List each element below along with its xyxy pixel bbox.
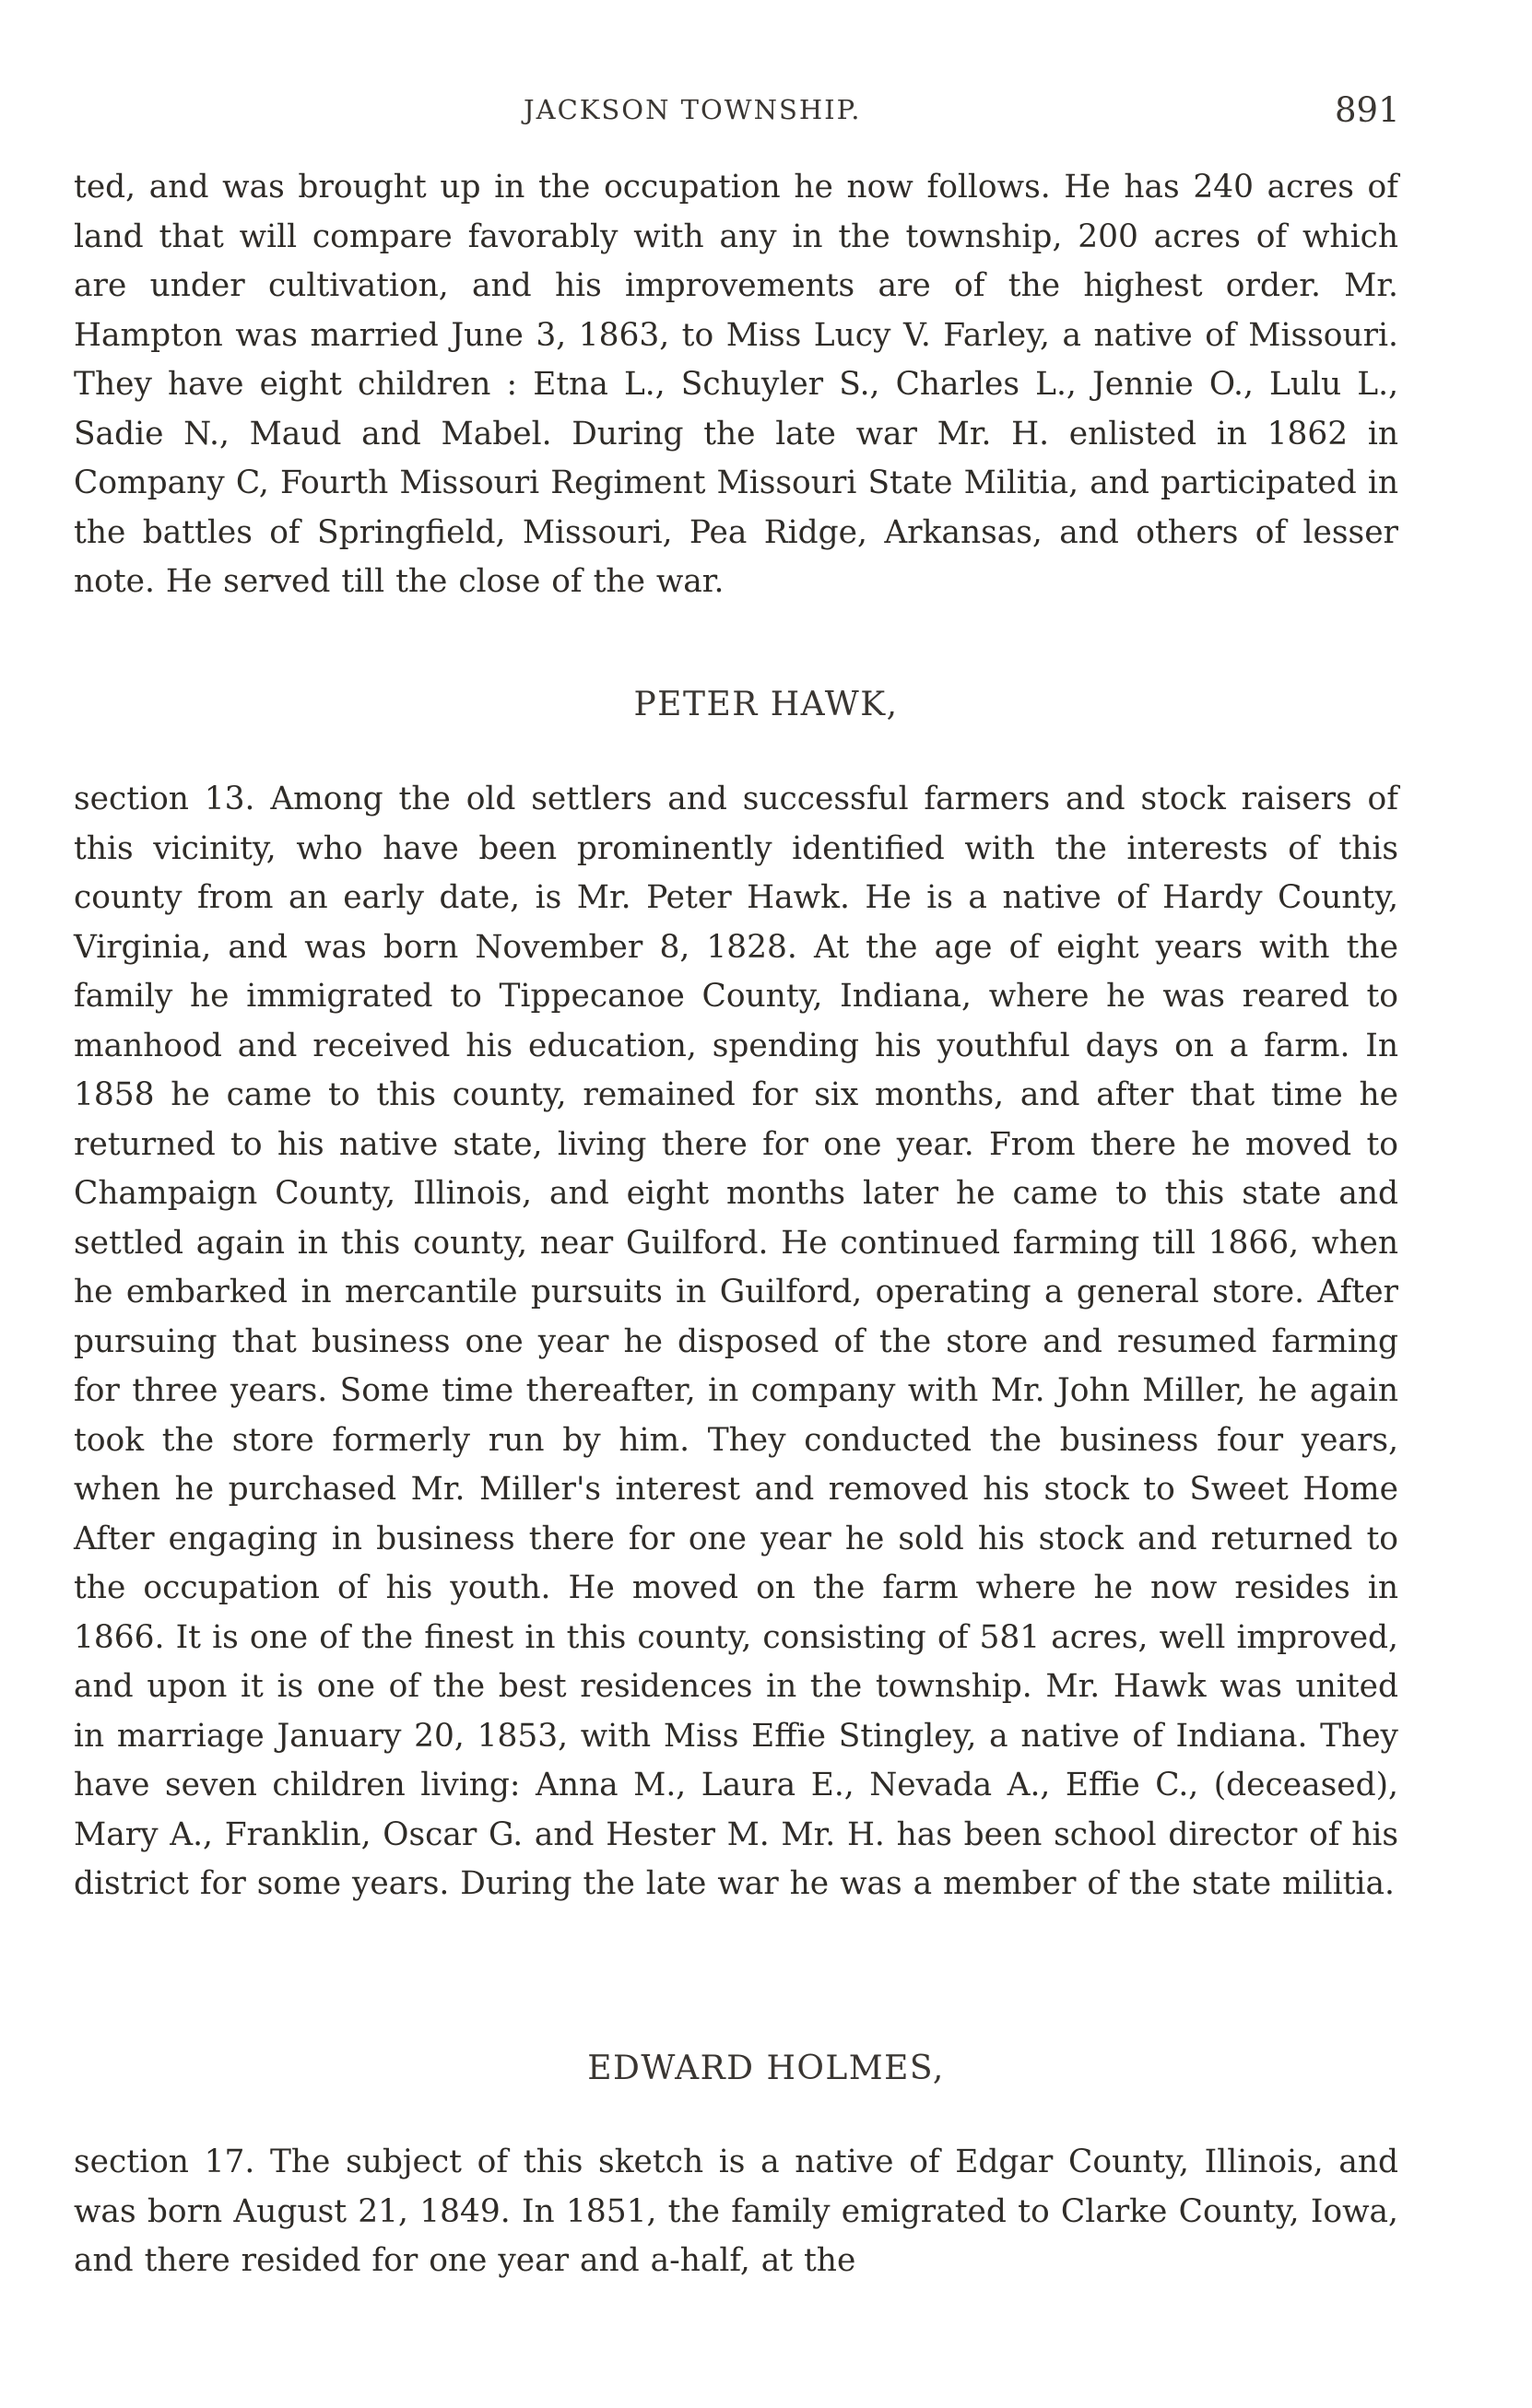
paragraph-edward-holmes: section 17. The subject of this sketch is a native of Edgar County, Illinois, and was born August 21, 1849. In 1851, the family emigrated to Clarke County, Iowa, and there resided for one year and a-half, at the xyxy=(74,2144,1398,2279)
running-head xyxy=(0,90,1532,136)
running-head-title: JACKSON TOWNSHIP. xyxy=(524,94,862,125)
hampton-biography-continued xyxy=(74,163,1398,607)
peter-hawk-biography xyxy=(74,775,1398,1909)
edward-holmes-biography xyxy=(74,2138,1398,2286)
section-heading-peter-hawk: PETER HAWK, xyxy=(633,686,899,723)
section-heading-edward-holmes: EDWARD HOLMES, xyxy=(587,2050,945,2087)
paragraph-peter-hawk: section 13. Among the old settlers and successful farmers and stock raisers of this vicinity, who have been prominently identified with the interests of this county from an early date, is Mr. Peter Hawk. He is a native of Hardy County, Virginia, and was born November 8, 1828. At the age of eight years with the family he immigrated to Tippecanoe County, Indiana, where he was reared to manhood and received his education, spending his youthful days on a farm. In 1858 he came to this county, remained for six months, and after that time he returned to his native state, living there for one year. From there he moved to Champaign County, Illinois, and eight months later he came to this state and settled again in this county, near Guilford. He continued farming till 1866, when he embarked in mercantile pursuits in Guilford, operating a general store. After pursuing that business one year he disposed of the store and resumed farming for three years. Some time thereafter, in company with Mr. John Miller, he again took the store formerly run by him. They conducted the business four years, when he purchased Mr. Miller's interest and removed his stock to Sweet Home After engaging in business there for one year he sold his stock and returned to the occupation of his youth. He moved on the farm where he now resides in 1866. It is one of the finest in this county, consisting of 581 acres, well improved, and upon it is one of the best residences in the township. Mr. Hawk was united in marriage January 20, 1853, with Miss Effie Stingley, a native of Indiana. They have seven children living: Anna M., Laura E., Nevada A., Effie C., (deceased), Mary A., Franklin, Oscar G. and Hester M. Mr. H. has been school director of his district for some years. During the late war he was a member of the state militia. xyxy=(74,781,1398,1902)
page-number: 891 xyxy=(1335,90,1400,130)
paragraph-hampton: ted, and was brought up in the occupation he now follows. He has 240 acres of land that will compare favorably with any in the township, 200 acres of which are under cultivation, and his improvements are of the highest order. Mr. Hampton was married June 3, 1863, to Miss Lucy V. Farley, a native of Missouri. They have eight children : Etna L., Schuyler S., Charles L., Jennie O., Lulu L., Sadie N., Maud and Mabel. During the late war Mr. H. enlisted in 1862 in Company C, Fourth Missouri Regiment Missouri State Militia, and participated in the battles of Springfield, Missouri, Pea Ridge, Arkansas, and others of lesser note. He served till the close of the war. xyxy=(74,169,1398,600)
